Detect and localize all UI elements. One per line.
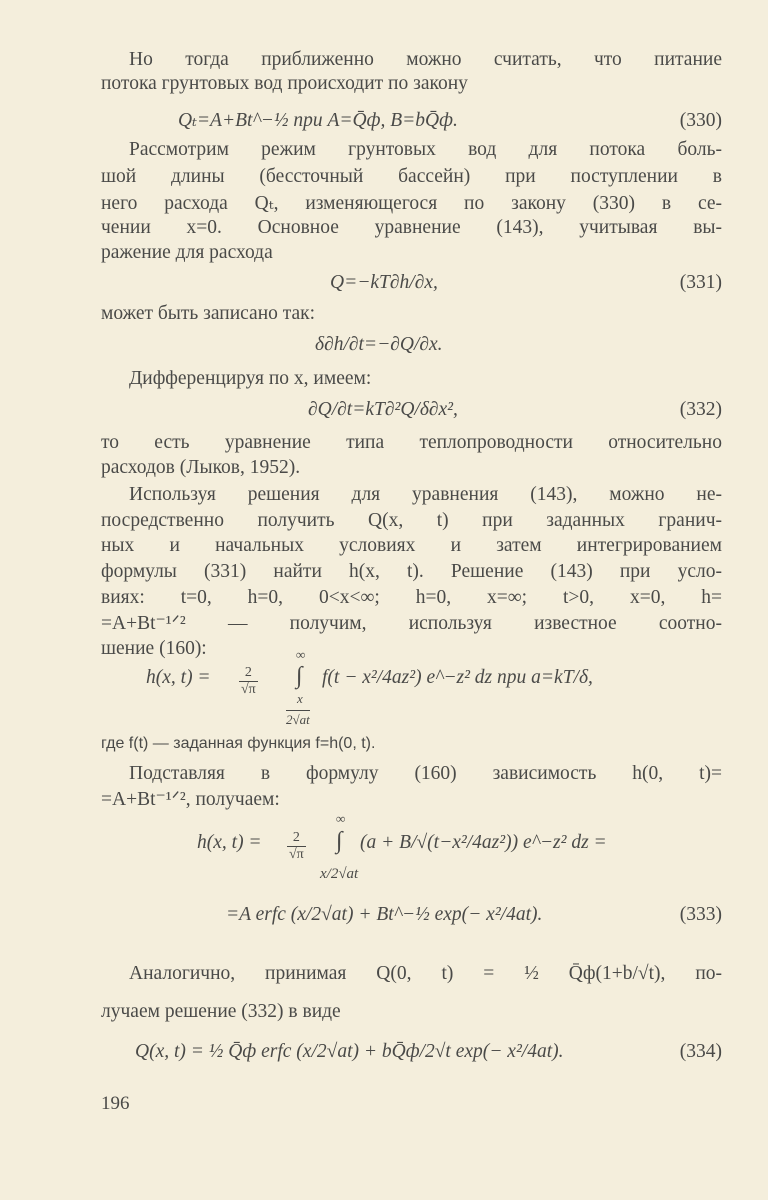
equation-body: f(t − x²/4az²) e^−z² dz при a=kT/δ, — [322, 667, 593, 688]
text-line: =A+Bt⁻¹ᐟ² — получим, используя известное соотно- — [101, 613, 722, 634]
text-line: может быть записано так: — [101, 303, 316, 324]
text-line: потока грунтовых вод происходит по закону — [101, 73, 468, 94]
text-line: где f(t) — заданная функция f=h(0, t). — [101, 735, 376, 752]
page-number: 196 — [101, 1093, 130, 1114]
text-line: шение (160): — [101, 638, 207, 659]
integral-upper-limit: ∞ — [296, 647, 306, 662]
equation-number: (332) — [679, 399, 722, 420]
text-line: посредственно получить Q(x, t) при заданных гранич- — [101, 510, 722, 531]
fraction-denominator: √π — [289, 847, 304, 862]
equation-330: Qₜ=A+Bt^−½ при A=Q̄ф, B=bQ̄ф. — [178, 110, 458, 131]
equation-continuity: δ∂h/∂t=−∂Q/∂x. — [315, 334, 443, 355]
text-line: чении x=0. Основное уравнение (143), учитывая вы- — [101, 217, 722, 238]
equation-332: ∂Q/∂t=kT∂²Q/δ∂x², — [308, 399, 458, 420]
integral-lower-numerator: x — [297, 691, 303, 706]
integral-upper-limit: ∞ — [336, 811, 346, 826]
text-line: ных и начальных условиях и затем интегрированием — [101, 535, 722, 556]
text-line: =A+Bt⁻¹ᐟ², получаем: — [101, 789, 280, 810]
integral-lower-denominator: 2√at — [286, 712, 310, 727]
equation-number: (333) — [679, 904, 722, 925]
fraction-denominator: √π — [241, 682, 256, 697]
text-line: Используя решения для уравнения (143), можно не- — [129, 484, 722, 505]
equation-lhs: h(x, t) = — [146, 667, 211, 688]
equation-number: (331) — [679, 272, 722, 293]
text-line: расходов (Лыков, 1952). — [101, 457, 301, 478]
text-line: формулы (331) найти h(x, t). Решение (143) при усло- — [101, 561, 722, 582]
fraction-numerator: 2 — [287, 830, 306, 847]
text-line: то есть уравнение типа теплопроводности относительно — [101, 432, 722, 453]
text-line: Но тогда приближенно можно считать, что питание — [129, 49, 722, 70]
equation-333: =A erfc (x/2√at) + Bt^−½ exp(− x²/4at). — [226, 904, 543, 925]
text-line: Дифференцируя по x, имеем: — [129, 368, 372, 389]
text-line: него расхода Qₜ, изменяющегося по закону (330) в се- — [101, 193, 722, 214]
text-line: шой длины (бессточный бассейн) при поступлении в — [101, 166, 722, 187]
text-line: Подставляя в формулу (160) зависимость h(0, t)= — [129, 763, 722, 784]
text-line: Аналогично, принимая Q(0, t) = ½ Q̄ф(1+b/√t), по- — [129, 963, 722, 984]
text-line: Рассмотрим режим грунтовых вод для потока боль- — [129, 139, 722, 160]
equation-number: (330) — [679, 110, 722, 131]
fraction — [236, 665, 261, 698]
text-line: ражение для расхода — [101, 242, 273, 263]
equation-lhs: h(x, t) = — [197, 832, 262, 853]
fraction — [284, 830, 309, 863]
fraction-numerator: 2 — [239, 665, 258, 682]
text-line: лучаем решение (332) в виде — [101, 1001, 341, 1022]
equation-number: (334) — [679, 1041, 722, 1062]
integral-lower-limit: x/2√at — [320, 866, 359, 882]
integral-sign: ∫ — [296, 663, 303, 689]
integral-sign: ∫ — [336, 828, 343, 854]
equation-body: (a + B/√(t−x²/4az²)) e^−z² dz = — [360, 832, 607, 853]
equation-334: Q(x, t) = ½ Q̄ф erfc (x/2√at) + bQ̄ф/2√t exp(− x²/4at). — [135, 1041, 564, 1062]
equation-331: Q=−kT∂h/∂x, — [330, 272, 438, 293]
text-line: виях: t=0, h=0, 0<x<∞; h=0, x=∞; t>0, x=0, h= — [101, 587, 722, 608]
